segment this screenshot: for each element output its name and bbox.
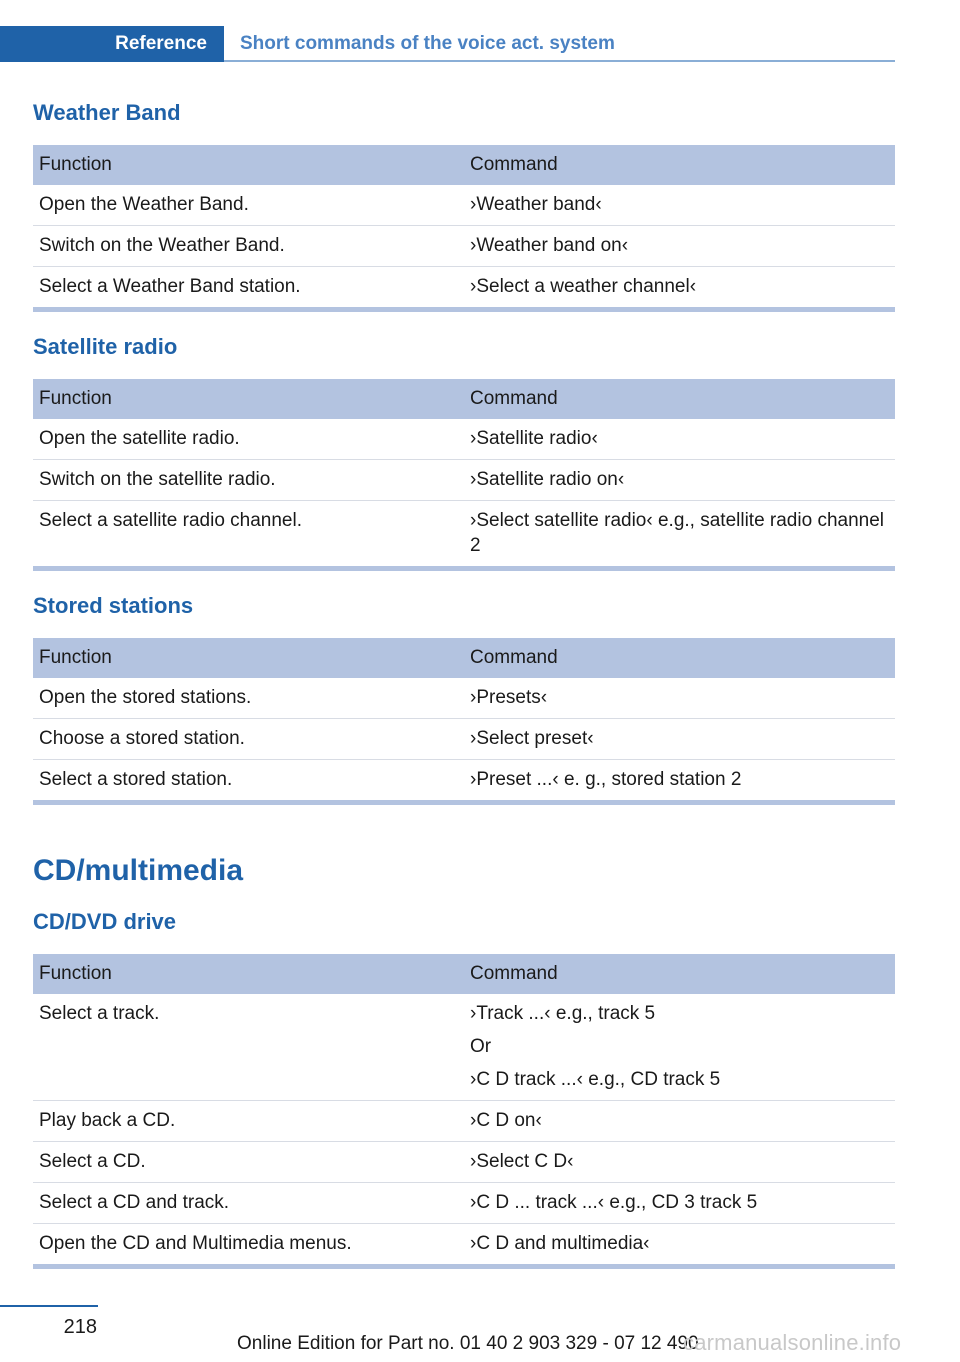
table-row — [33, 460, 895, 501]
table-row — [33, 501, 895, 569]
command-cell: ›Satellite radio‹ — [464, 419, 895, 460]
watermark: carmanualsonline.info — [683, 1330, 902, 1355]
table-row — [33, 226, 895, 267]
command-cell: ›Select C D‹ — [464, 1142, 895, 1183]
table-row — [33, 185, 895, 226]
table-row — [33, 994, 895, 1101]
function-cell: Select a Weather Band station. — [33, 267, 464, 310]
command-cell: ›Satellite radio on‹ — [464, 460, 895, 501]
function-cell: Open the CD and Multimedia menus. — [33, 1224, 464, 1267]
function-cell: Open the Weather Band. — [33, 185, 464, 226]
function-cell: Choose a stored station. — [33, 719, 464, 760]
stored-stations-table — [33, 638, 895, 805]
table-row — [33, 1142, 895, 1183]
header-title: Short commands of the voice act. system — [240, 33, 615, 54]
function-cell: Select a CD and track. — [33, 1183, 464, 1224]
weather-band-table — [33, 145, 895, 312]
function-cell: Switch on the satellite radio. — [33, 460, 464, 501]
header-rule — [224, 60, 895, 62]
column-header-command: Command — [464, 379, 895, 419]
command-cell: ›Select preset‹ — [464, 719, 895, 760]
column-header-function: Function — [33, 379, 464, 419]
header-tab-reference: Reference — [0, 26, 224, 62]
edition-note: Online Edition for Part no. 01 40 2 903 329 - 07 12 490 — [237, 1333, 699, 1354]
table-row — [33, 1183, 895, 1224]
column-header-command: Command — [464, 954, 895, 994]
table-header-row — [33, 954, 895, 994]
footer-rule — [0, 1305, 98, 1307]
section-title-stored-stations: Stored stations — [33, 593, 194, 618]
table-row — [33, 1101, 895, 1142]
function-cell: Select a track. — [33, 994, 464, 1101]
command-cell: ›C D on‹ — [464, 1101, 895, 1142]
column-header-function: Function — [33, 638, 464, 678]
section-title-cd-dvd-drive: CD/DVD drive — [33, 909, 177, 934]
table-header-row — [33, 379, 895, 419]
command-line: ›Track ...‹ e.g., track 5 — [470, 1003, 656, 1024]
page-number: 218 — [63, 1316, 97, 1338]
table-row — [33, 719, 895, 760]
command-cell: ›Select satellite radio‹ e.g., satellite radio channel 2 — [464, 501, 895, 569]
command-cell: ›Weather band‹ — [464, 185, 895, 226]
table-header-row — [33, 145, 895, 185]
command-cell — [464, 994, 895, 1101]
section-title-satellite-radio: Satellite radio — [33, 334, 178, 359]
function-cell: Play back a CD. — [33, 1101, 464, 1142]
page-header — [0, 26, 895, 62]
function-cell: Open the satellite radio. — [33, 419, 464, 460]
page-content — [33, 98, 895, 1289]
command-cell: ›Select a weather channel‹ — [464, 267, 895, 310]
cd-dvd-drive-table — [33, 954, 895, 1269]
function-cell: Switch on the Weather Band. — [33, 226, 464, 267]
command-cell: ›Presets‹ — [464, 678, 895, 719]
table-row — [33, 267, 895, 310]
table-header-row — [33, 638, 895, 678]
command-cell: ›Preset ...‹ e. g., stored station 2 — [464, 760, 895, 803]
function-cell: Select a satellite radio channel. — [33, 501, 464, 569]
function-cell: Open the stored stations. — [33, 678, 464, 719]
section-title-weather-band: Weather Band — [33, 100, 181, 125]
table-row — [33, 1224, 895, 1267]
column-header-function: Function — [33, 145, 464, 185]
column-header-command: Command — [464, 145, 895, 185]
table-row — [33, 678, 895, 719]
satellite-radio-table — [33, 379, 895, 571]
table-row — [33, 419, 895, 460]
command-line: ›C D track ...‹ e.g., CD track 5 — [470, 1069, 721, 1090]
column-header-command: Command — [464, 638, 895, 678]
function-cell: Select a stored station. — [33, 760, 464, 803]
command-line: Or — [470, 1036, 492, 1057]
column-header-function: Function — [33, 954, 464, 994]
function-cell: Select a CD. — [33, 1142, 464, 1183]
command-cell: ›C D and multimedia‹ — [464, 1224, 895, 1267]
command-cell: ›Weather band on‹ — [464, 226, 895, 267]
chapter-title-cd-multimedia: CD/multimedia — [33, 854, 244, 887]
table-row — [33, 760, 895, 803]
command-cell: ›C D ... track ...‹ e.g., CD 3 track 5 — [464, 1183, 895, 1224]
